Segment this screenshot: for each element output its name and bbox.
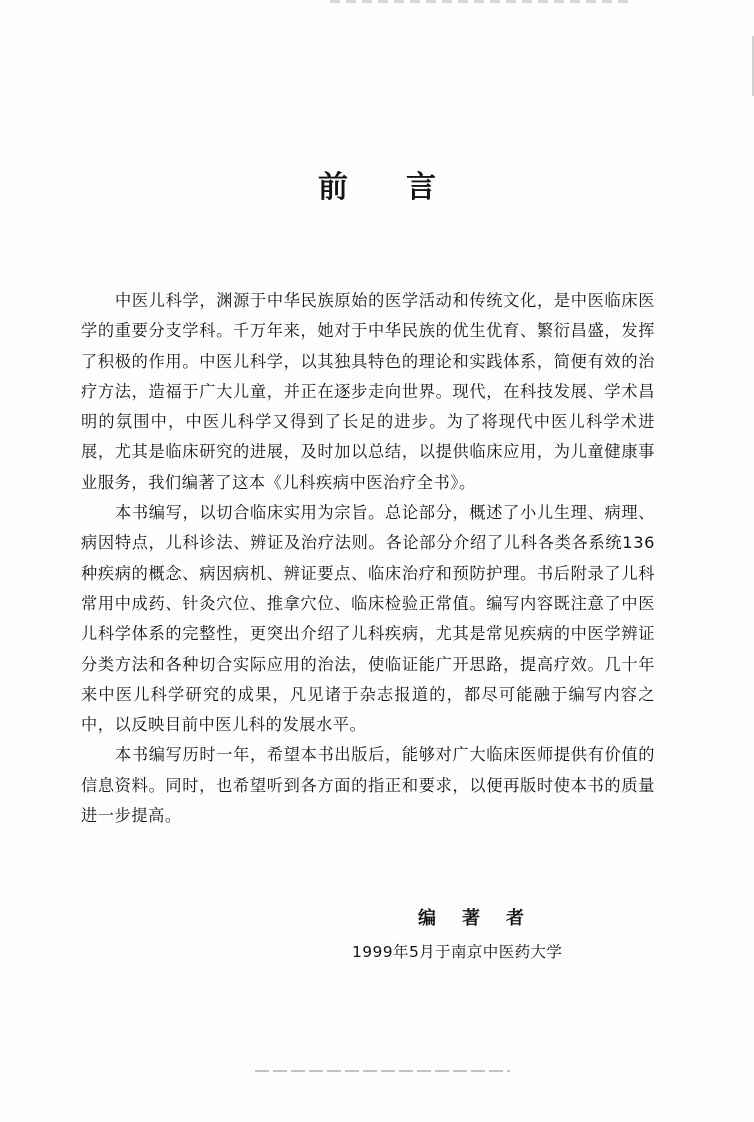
scan-artifact-top [330, 0, 630, 3]
date-place-line: 1999年5月于南京中医药大学 [352, 943, 563, 961]
paragraph-1: 中医儿科学，渊源于中华民族原始的医学活动和传统文化，是中医临床医学的重要分支学科。千万年来，她对于中华民族的优生优育、繁衍昌盛，发挥了积极的作用。中医儿科学，以其独具特色的理论和实践体系，简便有效的治疗方法，造福于广大儿童，并正在逐步走向世界。现代，在科技发展、学术昌明的氛围中，中医儿科学又得到了长足的进步。为了将现代中医儿科学术进展，尤其是临床研究的进展，及时加以总结，以提供临床应用，为儿童健康事业服务，我们编著了这本《儿科疾病中医治疗全书》。 [81, 291, 655, 492]
paragraph-2: 本书编写，以切合临床实用为宗旨。总论部分，概述了小儿生理、病理、病因特点，儿科诊法、辨证及治疗法则。各论部分介绍了儿科各类各系统136种疾病的概念、病因病机、辨证要点、临床治疗和预防护理。书后附录了儿科常用中成药、针灸穴位、推拿穴位、临床检验正常值。编写内容既注意了中医儿科学体系的完整性，更突出介绍了儿科疾病，尤其是常见疾病的中医学辨证分类方法和各种切合实际应用的治法，使临证能广开思路，提高疗效。几十年来中医儿科学研究的成果，凡见诸于杂志报道的，都尽可能融于编写内容之中，以反映目前中医儿科的发展水平。 [81, 503, 655, 735]
paragraph-3: 本书编写历时一年，希望本书出版后，能够对广大临床医师提供有价值的信息资料。同时，也希望听到各方面的指正和要求，以便再版时使本书的质量进一步提高。 [81, 745, 655, 826]
page-title: 前言 [318, 170, 494, 205]
scan-artifact-bottom [255, 1070, 510, 1072]
preface-body [81, 286, 655, 831]
author-signature: 编著者 [418, 908, 550, 929]
